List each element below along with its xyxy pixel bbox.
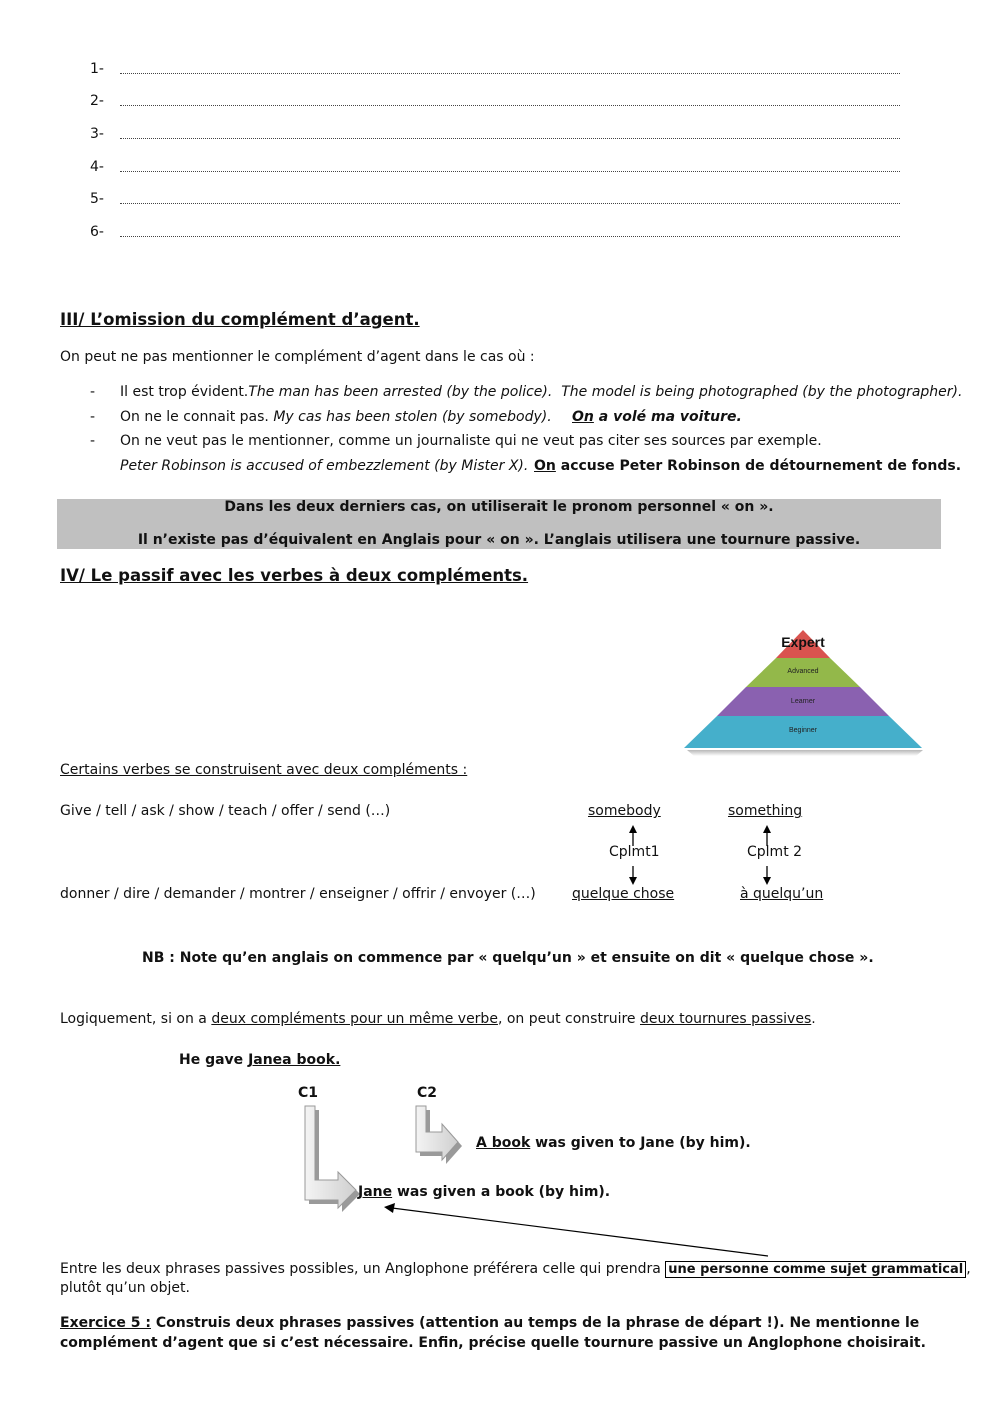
answer-line-number: 6-: [90, 224, 104, 240]
c1-label: C1: [298, 1085, 319, 1101]
gray-note-box: [57, 499, 941, 549]
bullet-1-example-2: The model is being photographed (by the photographer).: [561, 384, 963, 400]
entre-part-2: ,: [966, 1261, 971, 1277]
c1-arrow: [305, 1106, 356, 1208]
answer-dotted-line[interactable]: [120, 105, 900, 106]
arrow-up-1-head: [629, 825, 637, 833]
exercise-5-text-1: Construis deux phrases passives (attention au temps de la phrase de départ !). Ne mentionne le: [150, 1315, 920, 1331]
c2-label: C2: [417, 1085, 438, 1101]
verbs-english: Give / tell / ask / show / teach / offer / send (…): [60, 803, 391, 819]
he-gave-underline: Janea book.: [248, 1052, 341, 1068]
entre-part-1: Entre les deux phrases passives possibles, un Anglophone préférera celle qui prendra: [60, 1261, 666, 1277]
entre-sentence: [60, 1261, 971, 1277]
pyramid-label-learner: Learner: [790, 698, 816, 705]
passive-2-subject: Jane: [358, 1184, 393, 1200]
bullet-2-text: On ne le connait pas.: [120, 409, 269, 425]
answer-dotted-line[interactable]: [120, 203, 900, 204]
bullet-3-text: On ne veut pas le mentionner, comme un journaliste qui ne veut pas citer ses sources par exemple.: [120, 433, 822, 449]
answer-line-number: 2-: [90, 93, 104, 109]
bullet-3-example-line: [120, 458, 528, 474]
pyramid-label-expert: Expert: [781, 634, 825, 650]
bullet: -: [90, 384, 96, 400]
bullet-3-example: Peter Robinson is accused of embezzlement (by Mister X).: [120, 458, 529, 474]
nb-note: NB : Note qu’en anglais on commence par « quelqu’un » et ensuite on dit « quelque chose ».: [142, 950, 874, 966]
entre-line-2: plutôt qu’un objet.: [60, 1280, 190, 1296]
section-3-title: III/ L’omission du complément d’agent.: [60, 310, 420, 329]
logic-sentence: [60, 1011, 816, 1027]
bullet-2-french: [572, 409, 742, 425]
bullet-2-example: My cas has been stolen (by somebody).: [273, 409, 552, 425]
answer-dotted-line[interactable]: [120, 73, 900, 74]
cplmt1-label: Cplmt1: [609, 844, 660, 860]
bullet-1: [120, 384, 962, 400]
passive-sentence-1: [476, 1135, 751, 1151]
bullet-1-example-1: The man has been arrested (by the police).: [248, 384, 553, 400]
bullet-2-on: On: [572, 409, 594, 425]
bullet-3-french-rest: accuse Peter Robinson de détournement de fonds.: [555, 458, 962, 474]
answer-dotted-line[interactable]: [120, 171, 900, 172]
quelque-chose-label: quelque chose: [572, 886, 675, 902]
bullet-2: [120, 409, 552, 425]
answer-line-number: 3-: [90, 126, 104, 142]
pointer-arrow: [378, 1200, 778, 1262]
bullet: -: [90, 409, 96, 425]
verbs-french: donner / dire / demander / montrer / enseigner / offrir / envoyer (…): [60, 886, 536, 902]
passive-1-subject: A book: [476, 1135, 531, 1151]
logic-part-1: Logiquement, si on a: [60, 1011, 212, 1027]
passive-2-rest: was given a book (by him).: [392, 1184, 611, 1200]
pyramid-image: [680, 628, 930, 758]
something-label: something: [728, 803, 803, 819]
pyramid-label-advanced: Advanced: [787, 668, 819, 675]
answer-line-number: 4-: [90, 159, 104, 175]
bullet-3-on: On: [534, 458, 556, 474]
bullet-2-french-rest: a volé ma voiture.: [593, 409, 742, 425]
arrow-down-2-head: [763, 877, 771, 885]
he-gave-sentence: [179, 1052, 340, 1068]
passive-sentence-2: [358, 1184, 610, 1200]
arrow-up-2-head: [763, 825, 771, 833]
bullet: -: [90, 433, 96, 449]
answer-line-number: 5-: [90, 191, 104, 207]
cplmt2-label: Cplmt 2: [747, 844, 803, 860]
pyramid-label-beginner: Beginner: [788, 727, 818, 734]
passive-1-rest: was given to Jane (by him).: [530, 1135, 751, 1151]
boxed-phrase: une personne comme sujet grammatical: [665, 1261, 966, 1278]
bullet-1-text: Il est trop évident.: [120, 384, 249, 400]
answer-dotted-line[interactable]: [120, 236, 900, 237]
logic-underline-2: deux tournures passives: [640, 1011, 812, 1027]
answer-dotted-line[interactable]: [120, 138, 900, 139]
a-quelquun-label: à quelqu’un: [740, 886, 824, 902]
gray-note-line-1: Dans les deux derniers cas, on utiliserait le pronom personnel « on ».: [224, 499, 774, 515]
he-gave-part: He gave: [179, 1052, 249, 1068]
exercise-5-line-2: complément d’agent que si c’est nécessaire. Enfin, précise quelle tournure passive un Anglophone choisirait.: [60, 1335, 926, 1351]
exercise-5-label: Exercice 5 :: [60, 1315, 151, 1331]
logic-underline-1: deux compléments pour un même verbe: [211, 1011, 498, 1027]
bullet-3-french: [534, 458, 961, 474]
pyramid-shadow: [687, 750, 923, 756]
logic-part-3: .: [811, 1011, 816, 1027]
somebody-label: somebody: [588, 803, 661, 819]
pointer-arrow-line: [392, 1208, 768, 1256]
section-4-title: IV/ Le passif avec les verbes à deux compléments.: [60, 566, 529, 585]
exercise-5-line-1: [60, 1315, 919, 1331]
gray-note-line-2: Il n’existe pas d’équivalent en Anglais pour « on ». L’anglais utilisera une tournure passive.: [137, 532, 861, 548]
certains-verbes: Certains verbes se construisent avec deux compléments :: [60, 762, 468, 778]
answer-line-number: 1-: [90, 61, 104, 77]
logic-part-2: , on peut construire: [497, 1011, 640, 1027]
arrow-down-1-head: [629, 877, 637, 885]
pointer-arrow-head: [384, 1203, 395, 1213]
section-3-intro: On peut ne pas mentionner le complément d’agent dans le cas où :: [60, 349, 535, 365]
